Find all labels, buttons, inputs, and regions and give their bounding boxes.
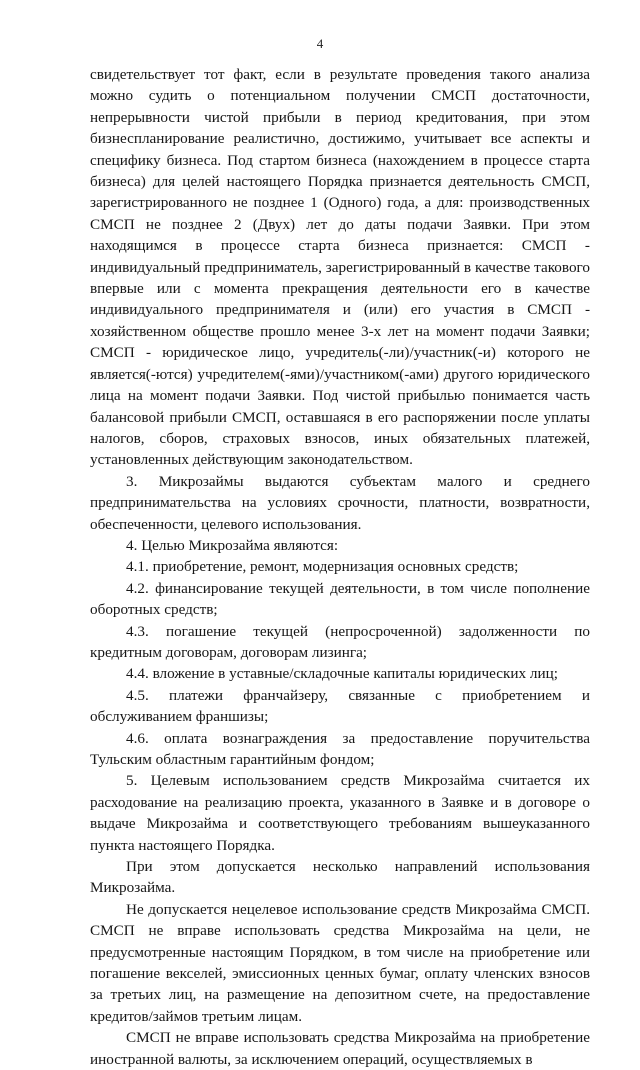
paragraph-clause-3: 3. Микрозаймы выдаются субъектам малого и среднего предпринимательства на условиях срочности, платности, возвратности, обеспеченности, целевого использования. [90, 472, 590, 533]
paragraph-clause-4-6: 4.6. оплата вознаграждения за предоставление поручительства Тульским областным гарантийным фондом; [90, 729, 590, 768]
paragraph-continuation: свидетельствует тот факт, если в результате проведения такого анализа можно судить о потенциальном получении СМСП достаточности, непрерывности чистой прибыли в период кредитования, при этом бизнеспланирование реалистично, достижимо, учитывает все аспекты и специфику бизнеса. Под стартом бизнеса (нахождением в процессе старта бизнеса) для целей настоящего Порядка признается деятельность СМСП, зарегистрированного не позднее 1 (Одного) года, а для: производственных СМСП не позднее 2 (Двух) лет до даты подачи Заявки. При этом находящимся в процессе старта бизнеса признается: СМСП - индивидуальный предприниматель, зарегистрированный в качестве такового впервые или с момента прекращения деятельности его в качестве индивидуального предпринимателя и (или) его участия в СМСП - хозяйственном обществе прошло менее 3-х лет на момент подачи Заявки; СМСП - юридическое лицо, учредитель(-ли)/участник(-и) которого не является(-ются) учредителем(-ями)/участником(-ами) другого юридического лица на момент подачи Заявки. Под чистой прибылью понимается часть балансовой прибыли СМСП, оставшаяся в его распоряжении после уплаты налогов, сборов, страховых взносов, иных обязательных платежей, установленных действующим законодательством. [90, 66, 590, 469]
paragraph-misuse-prohibited: Не допускается нецелевое использование средств Микрозайма СМСП. СМСП не вправе использовать средства Микрозайма на цели, не предусмотренные настоящим Порядком, в том числе на приобретение или погашение векселей, эмиссионных ценных бумаг, оплату членских взносов за третьих лиц, на размещение на депозитном счете, на предоставление кредитов/займов третьим лицам. [90, 900, 590, 1025]
paragraph-clause-4-2: 4.2. финансирование текущей деятельности, в том числе пополнение оборотных средств; [90, 579, 590, 619]
document-body [90, 64, 590, 1070]
paragraph-clause-4-4: 4.4. вложение в уставные/складочные капиталы юридических лиц; [126, 665, 558, 683]
paragraph-clause-4-3: 4.3. погашение текущей (непросроченной) задолженности по кредитным договорам, договорам лизинга; [90, 622, 590, 661]
paragraph-clause-4: 4. Целью Микрозайма являются: [126, 536, 339, 554]
page-number: 4 [316, 36, 324, 51]
paragraph-multiple-directions: При этом допускается несколько направлений использования Микрозайма. [90, 858, 590, 897]
paragraph-clause-4-5: 4.5. платежи франчайзеру, связанные с приобретением и обслуживанием франшизы; [90, 686, 590, 726]
paragraph-clause-4-1: 4.1. приобретение, ремонт, модернизация основных средств; [126, 558, 519, 576]
paragraph-currency-restriction: СМСП не вправе использовать средства Микрозайма на приобретение иностранной валюты, за исключением операций, осуществляемых в [90, 1029, 590, 1068]
paragraph-clause-5: 5. Целевым использованием средств Микрозайма считается их расходование на реализацию проекта, указанного в Заявке и в договоре о выдаче Микрозайма и соответствующего требованиям вышеуказанного пункта настоящего Порядка. [90, 772, 590, 854]
